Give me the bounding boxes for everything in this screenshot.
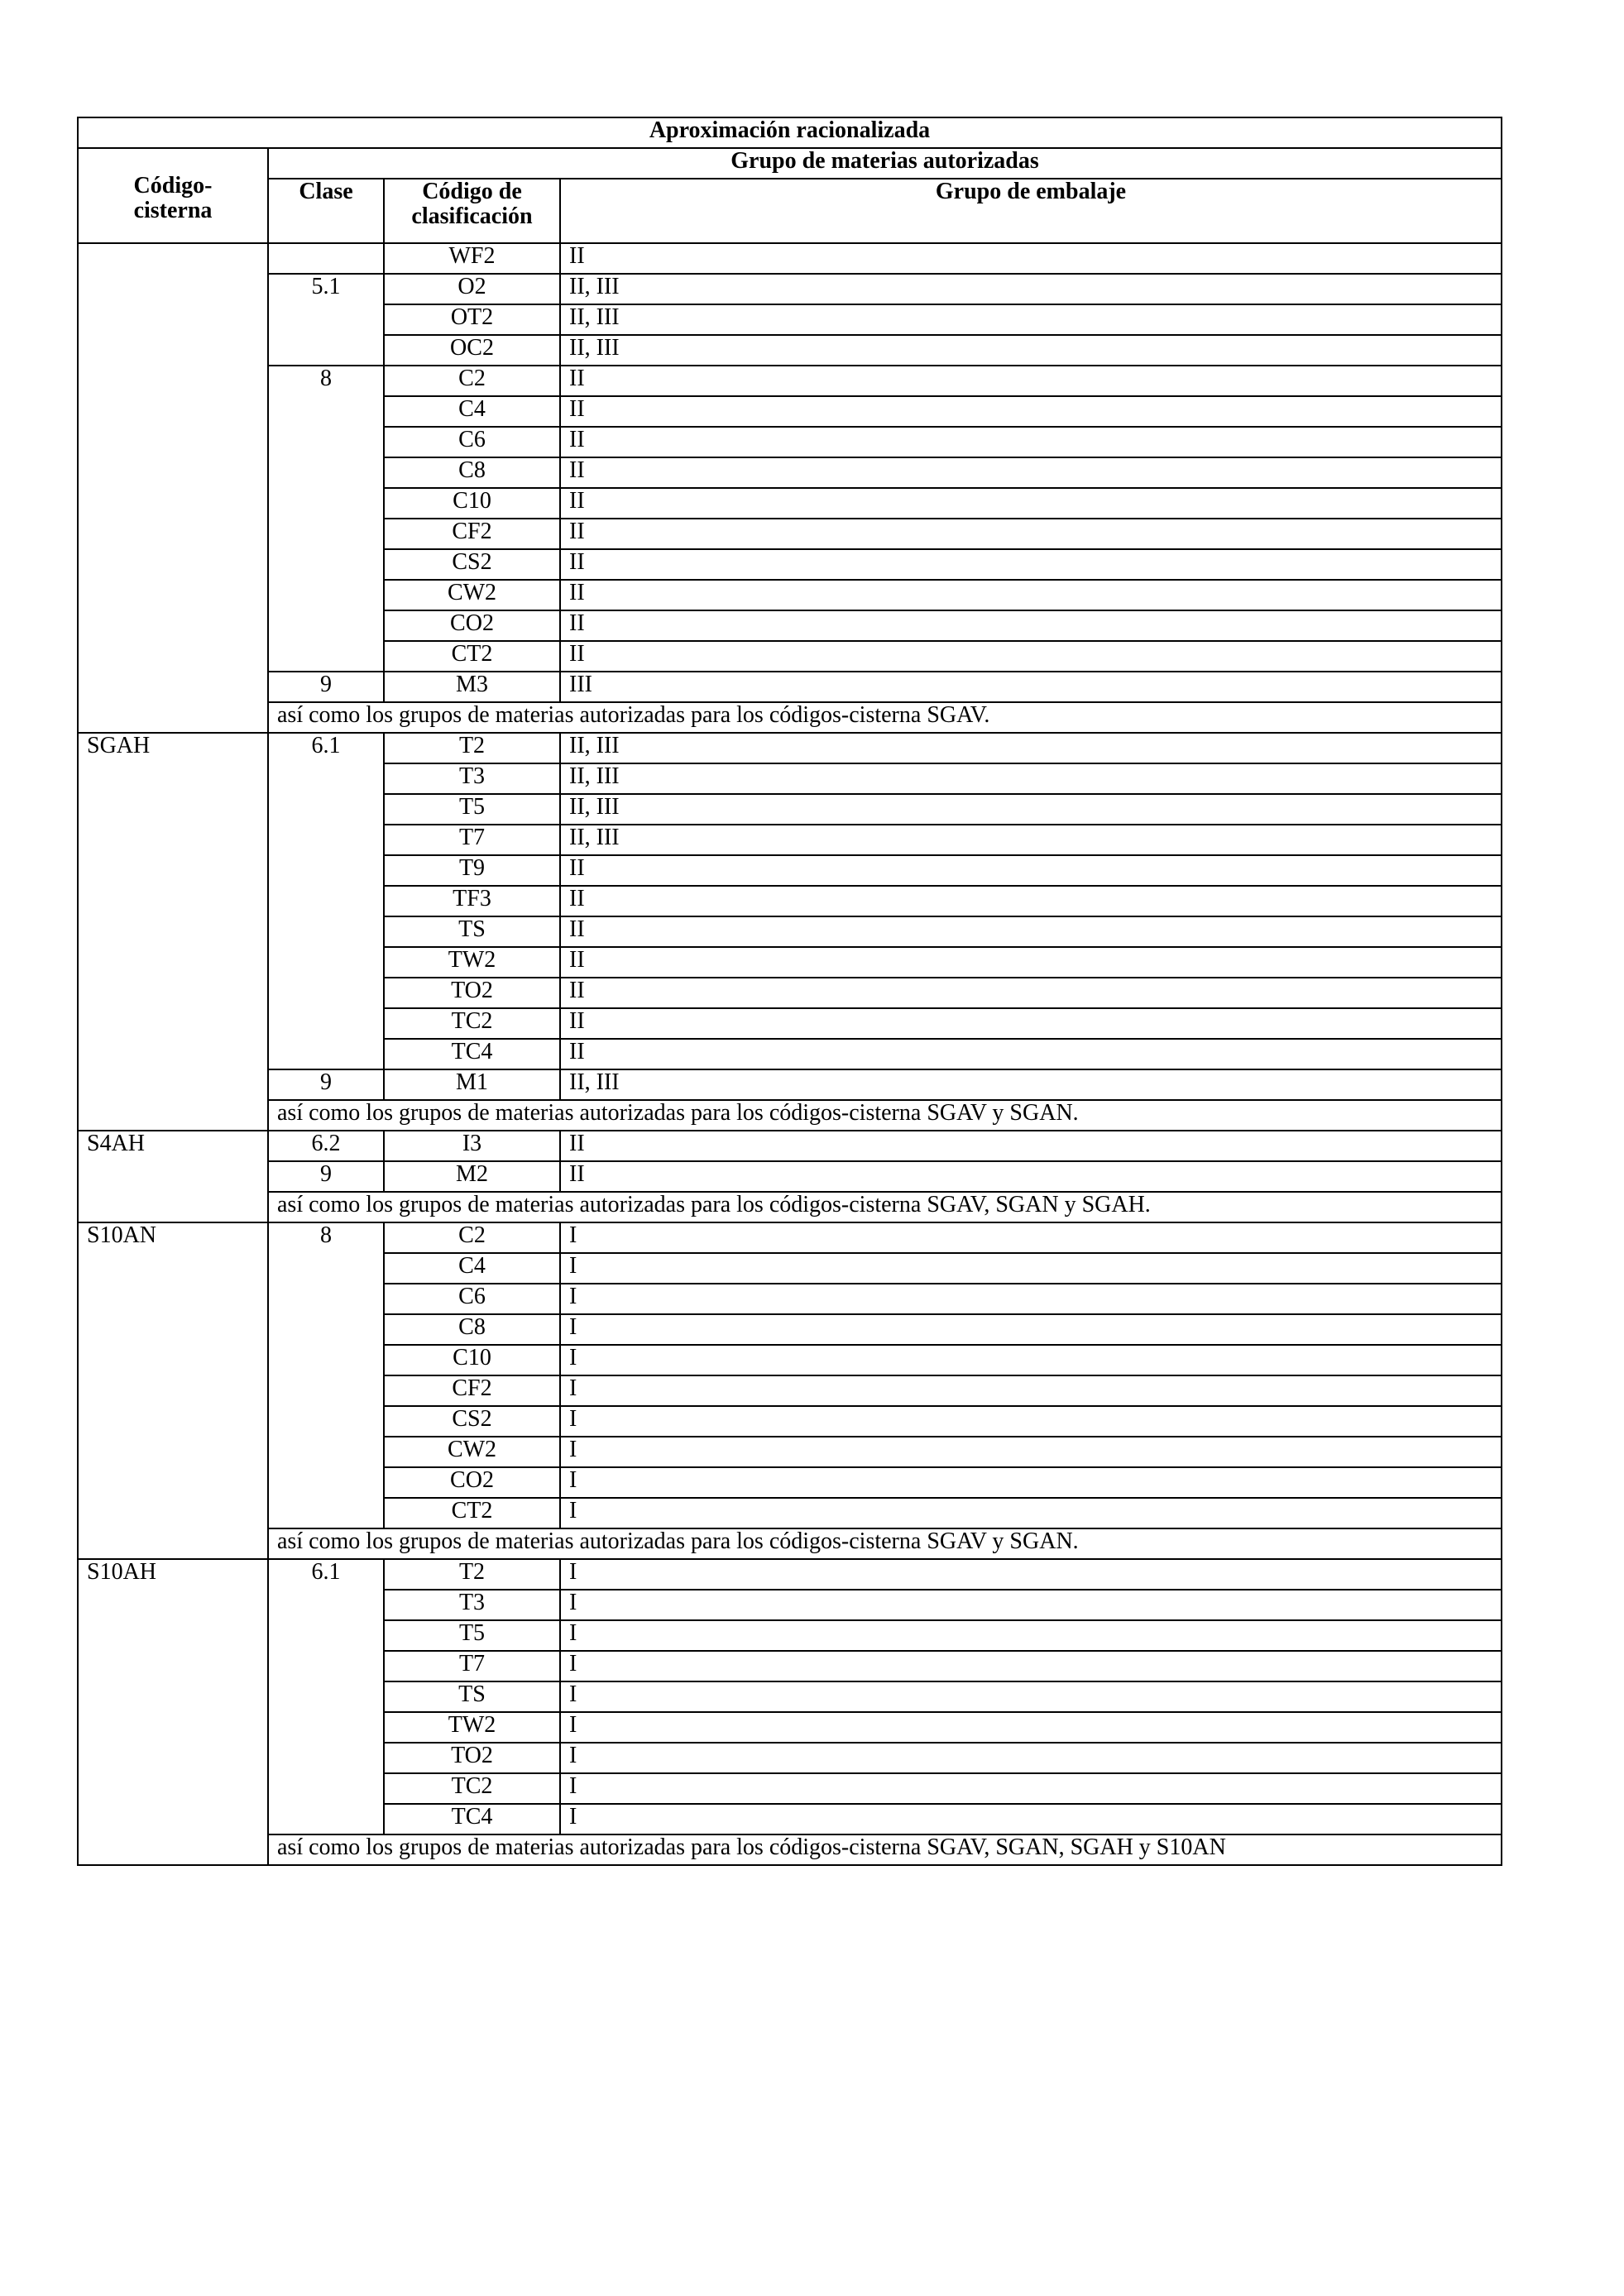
classification-code-cell: CW2 [384, 580, 560, 610]
packing-group-cell: I [560, 1498, 1502, 1528]
clase-cell: 9 [268, 672, 384, 702]
table-row [78, 274, 1502, 304]
packing-group-cell: II [560, 427, 1502, 457]
packing-group-cell: III [560, 672, 1502, 702]
packing-group-cell: II, III [560, 733, 1502, 763]
header-row-1 [78, 148, 1502, 179]
packing-group-cell: II [560, 549, 1502, 580]
classification-code-cell: CW2 [384, 1437, 560, 1467]
header-grupo-embalaje: Grupo de embalaje [560, 179, 1502, 243]
classification-code-cell: T3 [384, 763, 560, 794]
table-row [78, 1161, 1502, 1192]
classification-code-cell: TO2 [384, 1743, 560, 1773]
table-row [78, 243, 1502, 274]
classification-code-cell: C6 [384, 427, 560, 457]
classification-code-cell: OC2 [384, 335, 560, 366]
note-cell: así como los grupos de materias autorizadas para los códigos-cisterna SGAV, SGAN y SGAH. [268, 1192, 1502, 1222]
classification-code-cell: T3 [384, 1590, 560, 1620]
clase-cell: 8 [268, 366, 384, 672]
classification-code-cell: TS [384, 1681, 560, 1712]
classification-code-cell: C10 [384, 1345, 560, 1375]
header-codigo-clasificacion: Código de clasificación [384, 179, 560, 243]
classification-code-cell: CO2 [384, 1467, 560, 1498]
classification-code-cell: T7 [384, 1651, 560, 1681]
packing-group-cell: II [560, 1161, 1502, 1192]
table-row [78, 1222, 1502, 1253]
classification-code-cell: CT2 [384, 641, 560, 672]
classification-code-cell: WF2 [384, 243, 560, 274]
clase-cell: 9 [268, 1161, 384, 1192]
classification-code-cell: T5 [384, 1620, 560, 1651]
packing-group-cell: II [560, 610, 1502, 641]
tank-code-cell: S10AH [78, 1559, 268, 1865]
note-row [78, 702, 1502, 733]
packing-group-cell: II [560, 916, 1502, 947]
packing-group-cell: I [560, 1314, 1502, 1345]
classification-code-cell: C10 [384, 488, 560, 519]
classification-code-cell: CF2 [384, 519, 560, 549]
table-row [78, 1131, 1502, 1161]
tank-code-cell [78, 243, 268, 733]
packing-group-cell: I [560, 1253, 1502, 1284]
clase-cell: 6.1 [268, 1559, 384, 1834]
classification-code-cell: T2 [384, 733, 560, 763]
classification-code-cell: CS2 [384, 549, 560, 580]
packing-group-cell: II, III [560, 794, 1502, 825]
classification-code-cell: C2 [384, 366, 560, 396]
table-row [78, 672, 1502, 702]
packing-group-cell: II, III [560, 763, 1502, 794]
classification-code-cell: TC4 [384, 1039, 560, 1069]
note-row [78, 1100, 1502, 1131]
packing-group-cell: I [560, 1743, 1502, 1773]
packing-group-cell: II [560, 488, 1502, 519]
header-clase: Clase [268, 179, 384, 243]
table-row [78, 1559, 1502, 1590]
packing-group-cell: II [560, 580, 1502, 610]
classification-code-cell: T9 [384, 855, 560, 886]
packing-group-cell: I [560, 1437, 1502, 1467]
classification-code-cell: TF3 [384, 886, 560, 916]
classification-code-cell: C6 [384, 1284, 560, 1314]
classification-code-cell: TC2 [384, 1773, 560, 1804]
packing-group-cell: II [560, 243, 1502, 274]
tank-code-cell: SGAH [78, 733, 268, 1131]
packing-group-cell: I [560, 1804, 1502, 1834]
classification-code-cell: CT2 [384, 1498, 560, 1528]
classification-code-cell: CO2 [384, 610, 560, 641]
packing-group-cell: I [560, 1620, 1502, 1651]
classification-code-cell: T2 [384, 1559, 560, 1590]
classification-code-cell: C8 [384, 1314, 560, 1345]
header-codigo-cisterna [78, 148, 268, 243]
packing-group-cell: I [560, 1712, 1502, 1743]
packing-group-cell: II, III [560, 1069, 1502, 1100]
packing-group-cell: II, III [560, 274, 1502, 304]
clase-cell: 6.2 [268, 1131, 384, 1161]
classification-code-cell: M3 [384, 672, 560, 702]
classification-code-cell: TO2 [384, 978, 560, 1008]
packing-group-cell: II [560, 978, 1502, 1008]
packing-group-cell: I [560, 1345, 1502, 1375]
packing-group-cell: II [560, 1008, 1502, 1039]
packing-group-cell: I [560, 1559, 1502, 1590]
classification-code-cell: T5 [384, 794, 560, 825]
classification-code-cell: C4 [384, 1253, 560, 1284]
clase-cell: 9 [268, 1069, 384, 1100]
classification-code-cell: TS [384, 916, 560, 947]
packing-group-cell: II [560, 855, 1502, 886]
classification-code-cell: CS2 [384, 1406, 560, 1437]
packing-group-cell: II [560, 886, 1502, 916]
classification-code-cell: C2 [384, 1222, 560, 1253]
classification-code-cell: T7 [384, 825, 560, 855]
packing-group-cell: I [560, 1773, 1502, 1804]
classification-code-cell: TC2 [384, 1008, 560, 1039]
clase-cell: 5.1 [268, 274, 384, 366]
classification-code-cell: TW2 [384, 1712, 560, 1743]
classification-code-cell: OT2 [384, 304, 560, 335]
packing-group-cell: II [560, 947, 1502, 978]
classification-code-cell: I3 [384, 1131, 560, 1161]
packing-group-cell: II [560, 457, 1502, 488]
packing-group-cell: I [560, 1375, 1502, 1406]
note-cell: así como los grupos de materias autorizadas para los códigos-cisterna SGAV, SGAN, SGAH y S10AN [268, 1834, 1502, 1865]
packing-group-cell: II [560, 641, 1502, 672]
note-row [78, 1834, 1502, 1865]
packing-group-cell: II [560, 366, 1502, 396]
packing-group-cell: II [560, 1039, 1502, 1069]
classification-code-cell: M2 [384, 1161, 560, 1192]
classification-code-cell: C4 [384, 396, 560, 427]
table-row [78, 366, 1502, 396]
packing-group-cell: II [560, 1131, 1502, 1161]
classification-code-cell: M1 [384, 1069, 560, 1100]
packing-group-cell: II [560, 396, 1502, 427]
tank-code-cell: S10AN [78, 1222, 268, 1559]
classification-code-cell: C8 [384, 457, 560, 488]
authorized-substances-table [77, 117, 1502, 1866]
note-row [78, 1192, 1502, 1222]
packing-group-cell: I [560, 1681, 1502, 1712]
clase-cell [268, 243, 384, 274]
packing-group-cell: II, III [560, 304, 1502, 335]
note-cell: así como los grupos de materias autorizadas para los códigos-cisterna SGAV. [268, 702, 1502, 733]
header-grupo-materias: Grupo de materias autorizadas [268, 148, 1502, 179]
title-row [78, 117, 1502, 148]
classification-code-cell: TC4 [384, 1804, 560, 1834]
packing-group-cell: II [560, 519, 1502, 549]
packing-group-cell: II, III [560, 825, 1502, 855]
table-row [78, 1069, 1502, 1100]
clase-cell: 6.1 [268, 733, 384, 1069]
tank-code-cell: S4AH [78, 1131, 268, 1222]
note-cell: así como los grupos de materias autorizadas para los códigos-cisterna SGAV y SGAN. [268, 1100, 1502, 1131]
table-row [78, 733, 1502, 763]
packing-group-cell: I [560, 1284, 1502, 1314]
packing-group-cell: I [560, 1651, 1502, 1681]
packing-group-cell: I [560, 1406, 1502, 1437]
classification-code-cell: O2 [384, 274, 560, 304]
header-codigo-cisterna-text: Código- cisterna [133, 173, 213, 223]
note-row [78, 1528, 1502, 1559]
classification-code-cell: TW2 [384, 947, 560, 978]
classification-code-cell: CF2 [384, 1375, 560, 1406]
table-title: Aproximación racionalizada [78, 117, 1502, 148]
packing-group-cell: I [560, 1222, 1502, 1253]
clase-cell: 8 [268, 1222, 384, 1528]
packing-group-cell: II, III [560, 335, 1502, 366]
packing-group-cell: I [560, 1590, 1502, 1620]
note-cell: así como los grupos de materias autorizadas para los códigos-cisterna SGAV y SGAN. [268, 1528, 1502, 1559]
packing-group-cell: I [560, 1467, 1502, 1498]
